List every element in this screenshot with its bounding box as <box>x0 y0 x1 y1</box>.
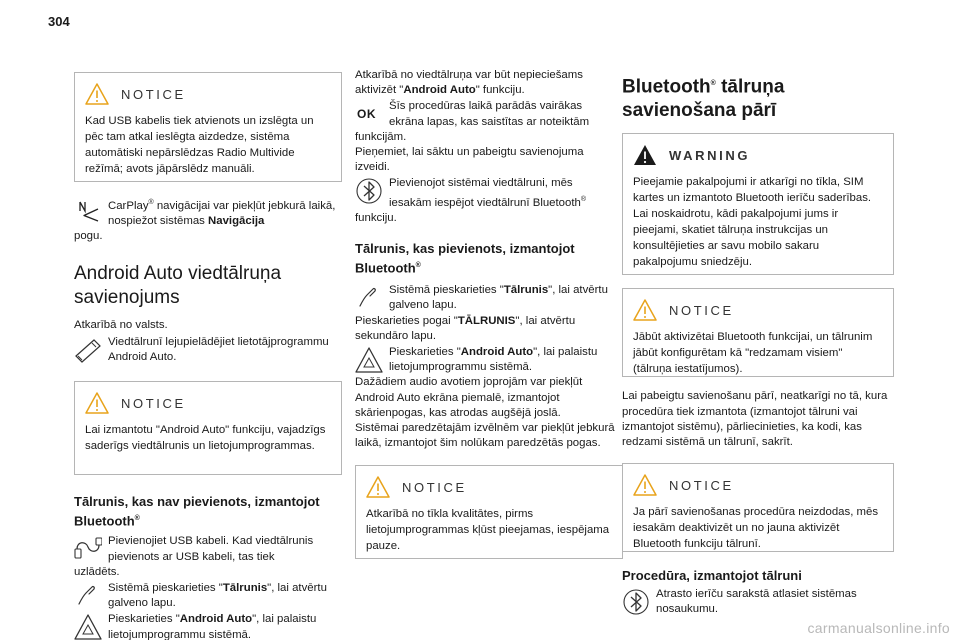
text-part: Sistēmā pieskarieties " <box>389 284 504 297</box>
audio-sources-text: Dažādiem audio avotiem joprojām var piekļūt Android Auto ekrāna piemalē, izmantojot skārienpogas, kas atrodas augšējā joslā. <box>355 376 583 419</box>
bluetooth-icon <box>622 588 650 616</box>
notice-header <box>633 472 883 498</box>
heading-text: Tālrunis, kas nav pievienots, izmantojot Bluetooth <box>74 494 320 529</box>
text-bold: Tālrunis <box>222 581 268 594</box>
column-right <box>622 72 902 618</box>
warning-triangle-icon <box>85 83 109 105</box>
smartphone-app-icon <box>74 336 102 364</box>
ok-icon: OK <box>357 107 376 122</box>
notice-text: Kad USB kabelis tiek atvienots un izslēgta un pēc tam atkal ieslēgta aizdedze, sistēma automātiski nepārslēdzas Radio Multivide režīmā; avots jāpārslēdz manuāli. <box>85 115 314 175</box>
bluetooth-text: Pievienojot sistēmai viedtālruni, mēs iesakām iespējot viedtālrunī Bluetooth <box>389 177 581 209</box>
notice-title: NOTICE <box>669 477 734 493</box>
depending-text <box>355 68 617 98</box>
text-part: ", lai atvērtu sekundāro lapu. <box>355 314 576 342</box>
procedure-heading: Procedūra, izmantojot tālruni <box>622 568 802 584</box>
usb-cable-icon <box>74 535 102 563</box>
notice-text: Atkarībā no tīkla kvalitātes, pirms lietojumprogrammas kļūst pieejamas, iespējama pauze. <box>366 508 610 553</box>
notice-title: NOTICE <box>121 86 186 102</box>
download-app-paragraph <box>74 335 342 365</box>
download-app-text: Viedtālrunī lejupielādējiet lietotājprogrammu Android Auto. <box>108 335 329 363</box>
text-part: Sistēmā pieskarieties " <box>108 581 223 594</box>
pairing-text: Lai pabeigtu savienošanu pārī, neatkarīgi no tā, kura procedūra tiek izmantota (izmantojot tālruni vai izmantojot sistēmu), pārliecinieties, ka kodi, kas redzami sistēmā un tālrunī, sakrīt. <box>622 390 888 448</box>
select-name-paragraph <box>622 587 902 617</box>
notice-title: NOTICE <box>121 395 186 411</box>
usb-text-b: uzlādēts. <box>74 565 120 578</box>
menus-text: Sistēmai paredzētajām izvēlnēm var piekļūt jebkurā laikā, izmantojot šim nolūkam paredzētās pogas. <box>355 421 615 450</box>
bluetooth-text-b: funkciju. <box>355 211 397 224</box>
warning-box <box>622 133 894 275</box>
text-part: Pieskarieties pogai " <box>355 314 458 327</box>
usb-text: Pievienojiet USB kabeli. Kad viedtālrunis pievienots ar USB kabeli, tas tiek <box>108 535 314 563</box>
usb-paragraph <box>74 534 342 564</box>
connected-heading <box>355 240 617 276</box>
registered-mark: ® <box>148 199 154 206</box>
warning-triangle-icon <box>85 392 109 414</box>
notice-text: Jābūt aktivizētai Bluetooth funkcijai, un tālrunim jābūt konfigurētam kā "redzamam visiem" (tālruņa iestatījumos). <box>633 331 873 376</box>
warning-header <box>633 142 883 168</box>
heading-part: Bluetooth <box>622 76 711 98</box>
text-bold: Android Auto <box>460 345 534 358</box>
text-part: ", lai palaistu lietojumprogrammu sistēmā. <box>389 345 598 374</box>
text-bold: Android Auto <box>403 84 476 97</box>
bluetooth-icon <box>355 177 383 205</box>
registered-mark: ® <box>580 195 587 203</box>
by-country-text: Atkarībā no valsts. <box>74 319 168 332</box>
notice-text: Lai izmantotu "Android Auto" funkciju, vajadzīgs saderīgs viedtālrunis un lietojumprogrammas. <box>85 424 326 453</box>
carplay-text-a: navigācijai var piekļūt jebkurā laikā, nospiežot sistēmas <box>108 199 336 227</box>
carplay-bold: Navigācija <box>208 215 265 227</box>
android-press-paragraph <box>355 345 617 375</box>
watermark-logo: carmanualsonline.info <box>807 620 950 636</box>
notice-header <box>85 390 331 416</box>
registered-mark: ® <box>415 261 421 269</box>
heading-part: tālruņa savienošana pārī <box>622 76 785 122</box>
bluetooth-pairing-heading <box>622 72 822 123</box>
notice-header <box>366 474 612 500</box>
text-bold: TĀLRUNIS <box>457 314 516 327</box>
notice-box <box>355 465 623 559</box>
carplay-brand: CarPlay <box>108 199 149 212</box>
carplay-text-b: pogu. <box>74 230 103 243</box>
notice-box <box>622 288 894 377</box>
android-auto-icon <box>355 346 383 374</box>
carplay-paragraph <box>74 195 342 229</box>
text-part: Atkarībā no viedtālruņa var būt nepieciešams aktivizēt " <box>355 69 583 97</box>
notice-box <box>622 463 894 552</box>
warning-title: WARNING <box>669 147 751 163</box>
heading-text: Tālrunis, kas pievienots, izmantojot Bluetooth <box>355 240 575 276</box>
bluetooth-paragraph <box>355 176 617 210</box>
procedure-text: Šīs procedūras laikā parādās vairākas ekrāna lapas, kas saistītas ar noteiktām <box>389 100 590 128</box>
android-auto-heading: Android Auto viedtālruņa savienojums <box>74 263 282 309</box>
text-part: " funkciju. <box>475 84 525 97</box>
android-press-paragraph <box>74 612 342 640</box>
warning-triangle-icon <box>366 476 390 498</box>
text-bold: Tālrunis <box>503 284 549 297</box>
text-part: Pieskarieties " <box>389 345 461 358</box>
navigation-icon <box>74 196 102 224</box>
press-phone-button-text <box>355 314 617 344</box>
warning-triangle-icon <box>633 299 657 321</box>
notice-title: NOTICE <box>402 479 467 495</box>
notice-box <box>74 72 342 182</box>
accept-text: Pieņemiet, lai sāktu un pabeigtu savienojuma izveidi. <box>355 146 584 174</box>
page-number: 304 <box>48 14 70 29</box>
notice-box <box>74 381 342 475</box>
notice-header <box>633 297 883 323</box>
notice-text: Ja pārī savienošanas procedūra neizdodas, mēs iesakām deaktivizēt un no jauna aktivizēt Bluetooth funkciju tālrunī. <box>633 506 879 551</box>
text-part: Pieskarieties " <box>108 613 180 626</box>
android-auto-icon <box>74 613 102 640</box>
warning-triangle-icon <box>633 144 657 166</box>
touch-press-icon <box>355 284 383 312</box>
text-bold: Android Auto <box>179 613 253 626</box>
notice-header <box>85 81 331 107</box>
phone-press-paragraph <box>355 283 617 313</box>
procedure-text-b: funkcijām. <box>355 130 407 143</box>
procedure-paragraph <box>355 99 617 129</box>
text-part: ", lai atvērtu galveno lapu. <box>108 581 327 610</box>
text-part: ", lai atvērtu galveno lapu. <box>389 284 608 312</box>
warning-triangle-icon <box>633 474 657 496</box>
phone-press-paragraph <box>74 581 342 611</box>
column-middle <box>355 68 617 559</box>
column-left <box>74 72 342 640</box>
not-connected-heading <box>74 493 342 529</box>
registered-mark: ® <box>134 515 140 523</box>
registered-mark: ® <box>710 80 716 87</box>
touch-press-icon <box>74 582 102 610</box>
select-name-text: Atrasto ierīču sarakstā atlasiet sistēmas nosaukumu. <box>656 588 857 616</box>
notice-title: NOTICE <box>669 302 734 318</box>
text-part: ", lai palaistu lietojumprogrammu sistēmā. <box>108 613 317 640</box>
warning-text: Pieejamie pakalpojumi ir atkarīgi no tīkla, SIM kartes un izmantoto Bluetooth ierīču saderības. Lai noskaidrotu, kādi pakalpojumi jums ir pieejami, skatiet tālruņa instrukcijas un konsultējieties ar savu mobilo sakaru pakalpojumu sniedzēju. <box>633 176 872 269</box>
